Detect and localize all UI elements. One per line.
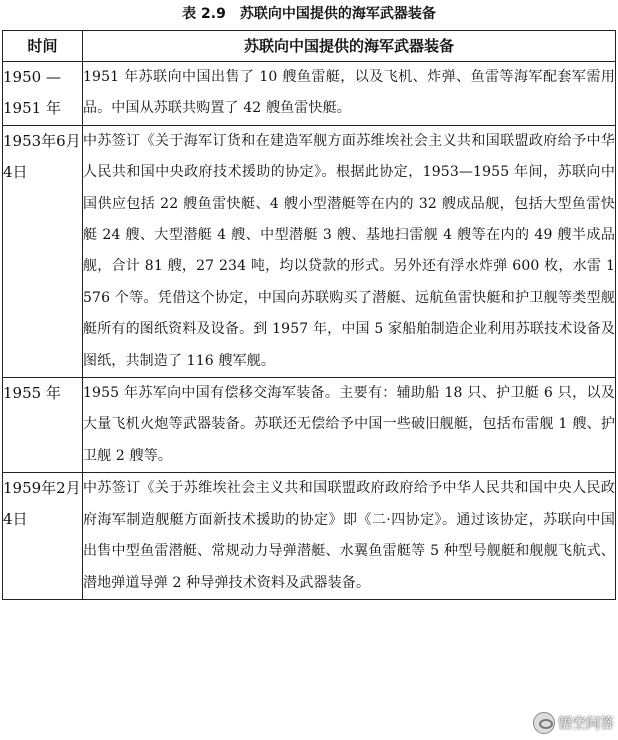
- row-content: 1955 年苏军向中国有偿移交海军装备。主要有：辅助船 18 只、护卫艇 6 只，以及大量飞机火炮等武器装备。苏联还无偿给予中国一些破旧舰艇，包括布雷舰 1 艘、护卫舰 2 艘等。: [83, 378, 616, 473]
- table-header-row: [3, 31, 616, 62]
- table-caption: 表 2.9 苏联向中国提供的海军武器装备: [182, 6, 436, 22]
- table-row: [3, 473, 616, 600]
- header-equipment: 苏联向中国提供的海军武器装备: [83, 31, 616, 62]
- row-content: 中苏签订《关于海军订货和在建造军舰方面苏维埃社会主义共和国联盟政府给予中华人民共和国中央政府技术援助的协定》。根据此协定，1953—1955 年间，苏联向中国供应包括 22 艘鱼雷快艇、4 艘小型潜艇等在内的 32 艘成品舰，包括大型鱼雷快艇 24 艘、大型潜艇 4 艘、中型潜艇 3 艘、基地扫雷舰 4 艘等在内的 49 艘半成品舰，合计 81 艘，27 234 吨，均以贷款的形式。另外还有浮水炸弹 600 枚，水雷 1 576 个等。凭借这个协定，中国向苏联购买了潜艇、远航鱼雷快艇和护卫舰等类型舰艇所有的图纸资料及设备。到 1957 年，中国 5 家船舶制造企业利用苏联技术设备及图纸，共制造了 116 艘军舰。: [83, 125, 616, 377]
- table-row: [3, 378, 616, 473]
- row-content: 中苏签订《关于苏维埃社会主义共和国联盟政府政府给予中华人民共和国中央人民政府海军制造舰艇方面新技术援助的协定》即《二·四协定》。通过该协定，苏联向中国出售中型鱼雷潜艇、常规动力导弹潜艇、水翼鱼雷艇等 5 种型号舰艇和舰舰飞航式、潜地弹道导弹 2 种导弹技术资料及武器装备。: [83, 473, 616, 600]
- watermark: [533, 712, 614, 734]
- header-time: 时间: [3, 31, 83, 62]
- soviet-naval-equipment-table: [2, 30, 616, 600]
- wukong-logo-icon: [533, 712, 555, 734]
- row-time: 1959年2月4日: [3, 473, 83, 600]
- watermark-text: 悟空问答: [558, 716, 614, 732]
- row-time: 1953年6月4日: [3, 125, 83, 377]
- row-content: 1951 年苏联向中国出售了 10 艘鱼雷艇，以及飞机、炸弹、鱼雷等海军配套军需用品。中国从苏联共购置了 42 艘鱼雷快艇。: [83, 62, 616, 126]
- table-row: [3, 125, 616, 377]
- row-time: 1950 —1951 年: [3, 62, 83, 126]
- row-time: 1955 年: [3, 378, 83, 473]
- table-row: [3, 62, 616, 126]
